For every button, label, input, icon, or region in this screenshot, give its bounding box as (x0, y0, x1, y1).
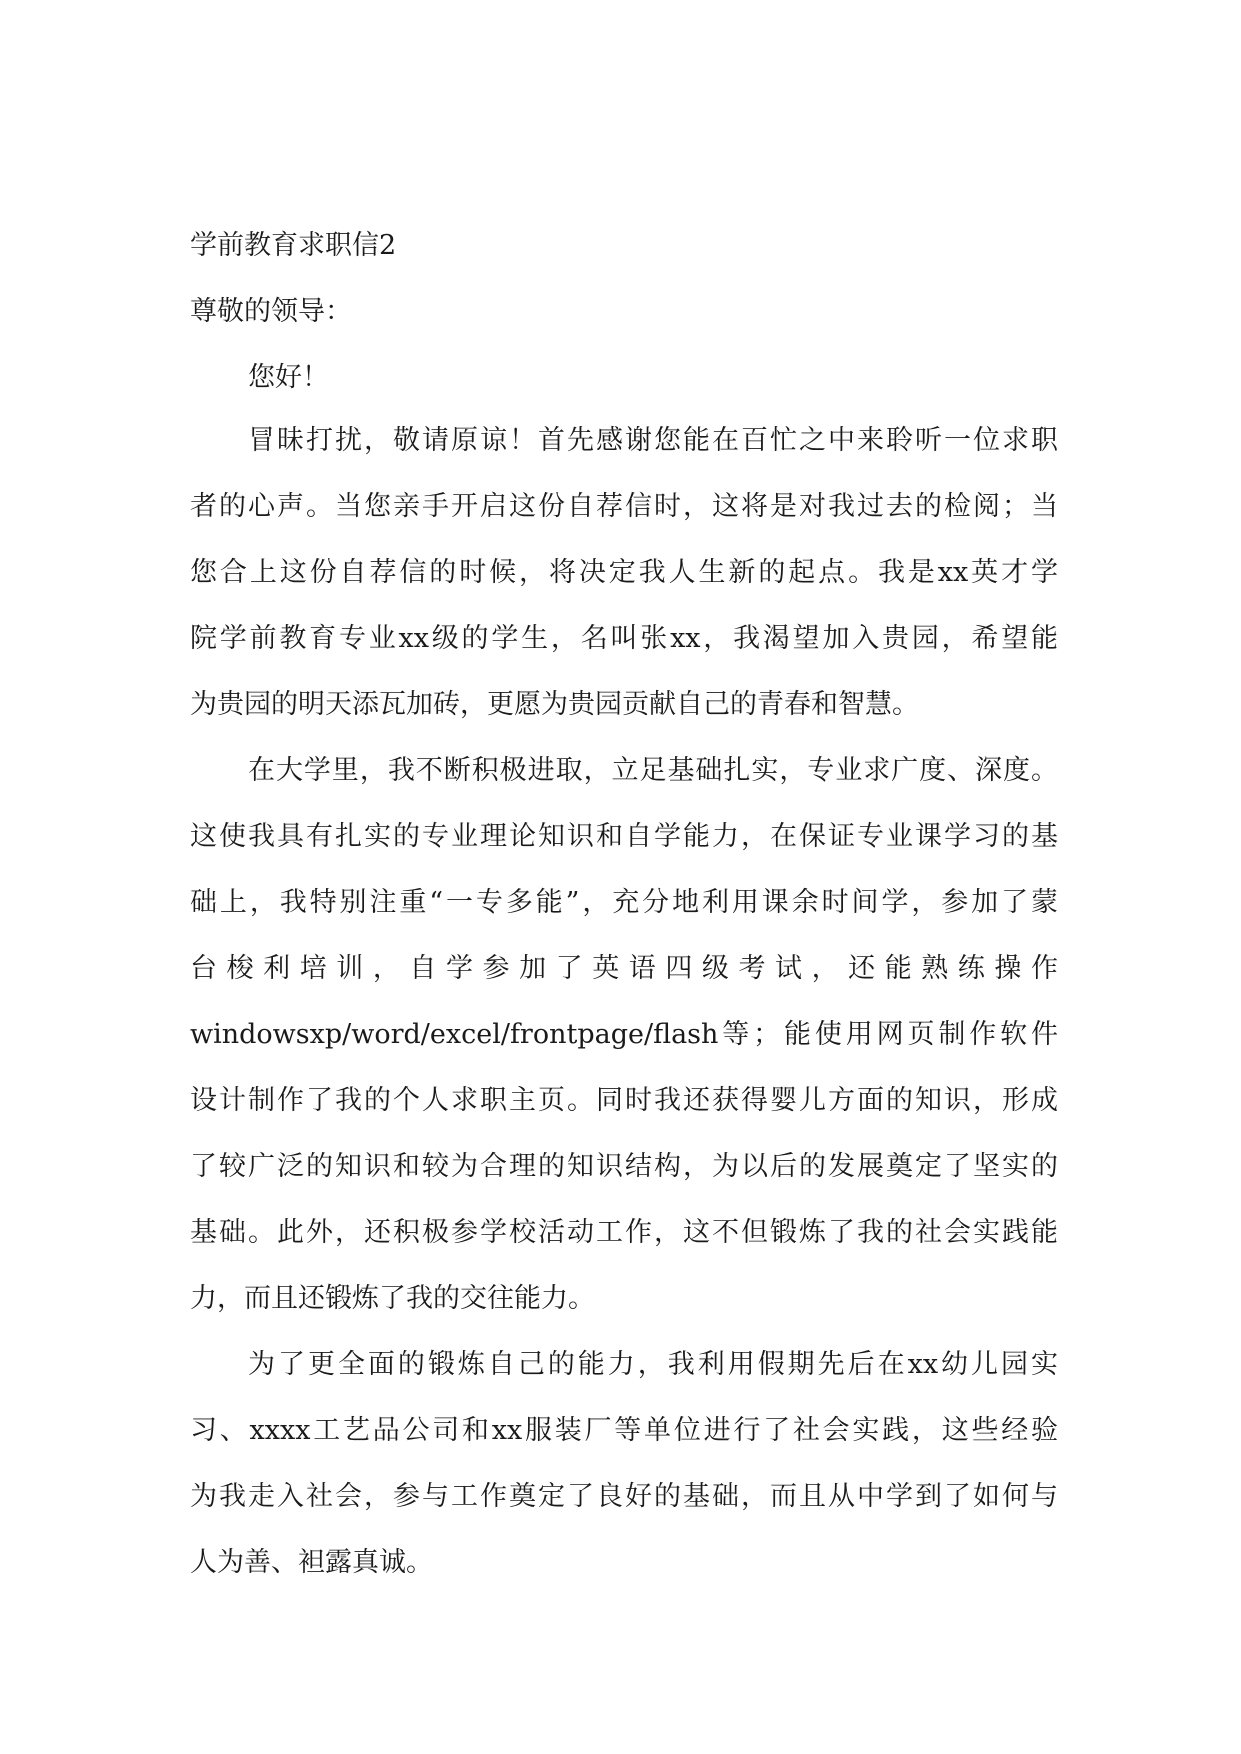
paragraph-2 (190, 738, 1058, 1332)
paragraph-line: 为我走入社会，参与工作奠定了良好的基础，而且从中学到了如何与 (190, 1481, 1058, 1512)
greeting: 您好！ (248, 362, 329, 393)
paragraph-line: windowsxp/word/excel/frontpage/flash等；能使用网页制作软件 (190, 1019, 1058, 1050)
paragraph-line: 在大学里，我不断积极进取，立足基础扎实，专业求广度、深度。 (248, 755, 1058, 786)
paragraph-line: 习、xxxx工艺品公司和xx服装厂等单位进行了社会实践，这些经验 (190, 1415, 1058, 1446)
paragraph-line: 您合上这份自荐信的时候，将决定我人生新的起点。我是xx英才学 (190, 557, 1058, 588)
paragraph-line: 人为善、袒露真诚。 (190, 1547, 433, 1578)
document-page (190, 228, 1058, 1596)
paragraph-line: 院学前教育专业xx级的学生，名叫张xx，我渴望加入贵园，希望能 (190, 623, 1058, 654)
paragraph-line: 为贵园的明天添瓦加砖，更愿为贵园贡献自己的青春和智慧。 (190, 689, 919, 720)
paragraph-1 (190, 408, 1058, 738)
paragraph-line: 冒昧打扰，敬请原谅！首先感谢您能在百忙之中来聆听一位求职 (248, 425, 1058, 456)
paragraph-line: 为了更全面的锻炼自己的能力，我利用假期先后在xx幼儿园实 (248, 1349, 1058, 1380)
paragraph-line: 力，而且还锻炼了我的交往能力。 (190, 1283, 595, 1314)
paragraph-line: 这使我具有扎实的专业理论知识和自学能力，在保证专业课学习的基 (190, 821, 1058, 852)
paragraph-line: 台梭利培训，自学参加了英语四级考试，还能熟练操作 (190, 953, 1058, 984)
paragraph-line: 基础。此外，还积极参学校活动工作，这不但锻炼了我的社会实践能 (190, 1217, 1058, 1248)
paragraph-line: 设计制作了我的个人求职主页。同时我还获得婴儿方面的知识，形成 (190, 1085, 1058, 1116)
paragraph-line: 了较广泛的知识和较为合理的知识结构，为以后的发展奠定了坚实的 (190, 1151, 1058, 1182)
salutation: 尊敬的领导： (190, 296, 352, 327)
paragraph-line: 础上，我特别注重“一专多能”，充分地利用课余时间学，参加了蒙 (190, 887, 1058, 918)
paragraph-3 (190, 1332, 1058, 1596)
document-title: 学前教育求职信2 (190, 230, 397, 261)
paragraph-line: 者的心声。当您亲手开启这份自荐信时，这将是对我过去的检阅；当 (190, 491, 1058, 522)
